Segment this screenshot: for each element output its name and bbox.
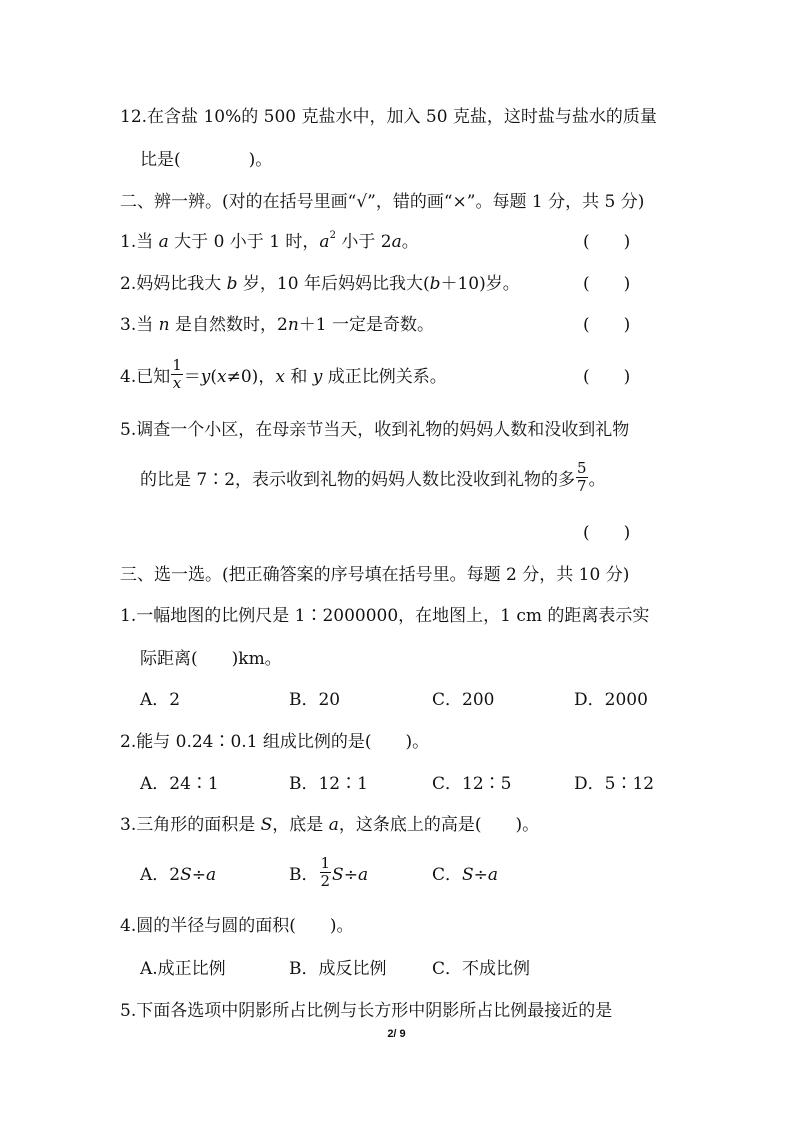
s2-q5-line1: 5.调查一个小区，在母亲节当天，收到礼物的妈妈人数和没收到礼物 — [120, 420, 630, 440]
s3-q4-option-a[interactable]: A.成正比例 — [140, 959, 226, 979]
s3-q1-line2: 际距离( )km。 — [140, 649, 282, 669]
s3-q2-option-b[interactable]: B．12∶1 — [289, 774, 368, 794]
s2-q4: 4.已知 $\frac{1}{x}$ ＝y(x≠0)，x 和 y 成正比例关系。 — [120, 356, 447, 392]
s3-q3-stem: 3.三角形的面积是 S，底是 a，这条底上的高是( )。 — [120, 815, 540, 835]
s3-q2-option-a[interactable]: A．24∶1 — [140, 774, 219, 794]
s2-q3: 3.当 n 是自然数时，2n＋1 一定是奇数。 — [120, 315, 434, 335]
s3-q3-option-c[interactable]: C．S÷a — [432, 865, 499, 885]
s3-q2-option-d[interactable]: D．5∶12 — [574, 774, 655, 794]
s3-q1-option-b[interactable]: B．20 — [289, 690, 341, 710]
s3-q1-line1: 1.一幅地图的比例尺是 1∶2000000，在地图上，1 cm 的距离表示实 — [120, 606, 650, 626]
s3-q1-option-d[interactable]: D．2000 — [574, 690, 648, 710]
fraction-5-over-7: $\frac{5}{7}$ — [577, 459, 587, 495]
s3-q2-stem: 2.能与 0.24∶0.1 组成比例的是( )。 — [120, 732, 430, 752]
s3-q4-option-c[interactable]: C．不成比例 — [432, 959, 531, 979]
section3-heading: 三、选一选。(把正确答案的序号填在括号里。每题 2 分，共 10 分) — [120, 565, 630, 585]
s2-q4-answer-blank[interactable]: ( ) — [583, 367, 631, 387]
s2-q5-line2: 的比是 7∶2，表示收到礼物的妈妈人数比没收到礼物的多 $\frac{5}{7}$ 。 — [140, 459, 606, 495]
q12-line2: 比是( )。 — [140, 150, 273, 170]
s3-q1-option-a[interactable]: A．2 — [140, 690, 181, 710]
s3-q1-option-c[interactable]: C．200 — [432, 690, 495, 710]
q12-line1: 12.在含盐 10%的 500 克盐水中，加入 50 克盐，这时盐与盐水的质量 — [120, 107, 657, 127]
s3-q3-option-b[interactable]: B． $\frac{1}{2}$ S÷a — [289, 854, 369, 890]
fraction-1-over-x: $\frac{1}{x}$ — [172, 356, 182, 392]
s3-q4-stem: 4.圆的半径与圆的面积( )。 — [120, 916, 354, 936]
section2-heading: 二、辨一辨。(对的在括号里画“√”，错的画“×”。每题 1 分，共 5 分) — [120, 192, 645, 212]
page-number: 2/ 9 — [387, 1028, 406, 1040]
s2-q1-answer-blank[interactable]: ( ) — [583, 232, 631, 252]
s2-q2: 2.妈妈比我大 b 岁，10 年后妈妈比我大(b＋10)岁。 — [120, 274, 520, 294]
s3-q2-option-c[interactable]: C．12∶5 — [432, 774, 512, 794]
s3-q5-line1: 5.下面各选项中阴影所占比例与长方形中阴影所占比例最接近的是 — [120, 1001, 613, 1021]
s2-q3-answer-blank[interactable]: ( ) — [583, 315, 631, 335]
fraction-1-over-2: $\frac{1}{2}$ — [320, 854, 331, 890]
s2-q1: 1.当 a 大于 0 小于 1 时，$a^2$ 小于 2a。 — [120, 230, 419, 252]
s2-q5-answer-blank[interactable]: ( ) — [583, 523, 631, 543]
s3-q4-option-b[interactable]: B．成反比例 — [289, 959, 387, 979]
s3-q3-option-a[interactable]: A．2S÷a — [140, 865, 217, 885]
s2-q2-answer-blank[interactable]: ( ) — [583, 274, 631, 294]
